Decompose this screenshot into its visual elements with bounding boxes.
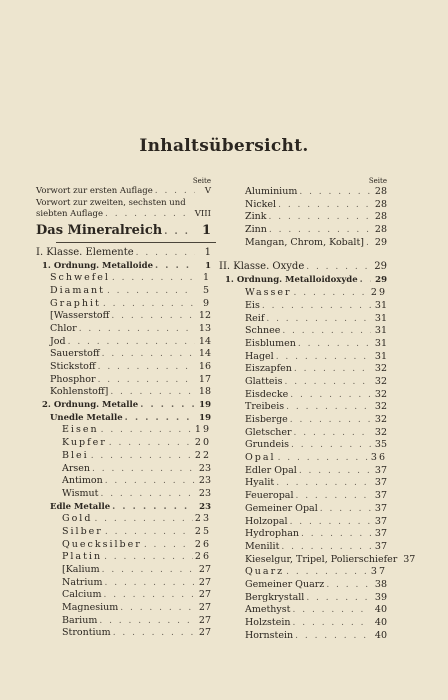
toc-entry-title: Chlor bbox=[50, 322, 77, 334]
toc-entry bbox=[219, 325, 387, 338]
toc-entry bbox=[36, 627, 211, 640]
toc-entry bbox=[219, 566, 387, 579]
toc-entry-page: 27 bbox=[198, 602, 211, 614]
leader-dots bbox=[301, 528, 371, 541]
leader-dots bbox=[360, 274, 371, 287]
toc-entry-page: 29 bbox=[375, 275, 387, 286]
leader-dots bbox=[269, 211, 371, 224]
toc-entry-page: 31 bbox=[374, 312, 387, 324]
toc-entry bbox=[219, 516, 387, 529]
toc-entry-title: Eis bbox=[245, 299, 260, 311]
toc-entry-title: Aluminium bbox=[245, 186, 298, 197]
toc-entry-title: Antimon bbox=[62, 475, 103, 487]
toc-entry-page: VIII bbox=[194, 209, 211, 219]
toc-entry-page: 29 bbox=[374, 261, 387, 273]
toc-entry-page: 31 bbox=[374, 350, 387, 362]
toc-entry-page: 40 bbox=[374, 617, 387, 628]
toc-entry-page: 17 bbox=[198, 373, 211, 385]
leader-dots bbox=[113, 627, 195, 640]
toc-entry-title: Wasser bbox=[245, 287, 292, 299]
leader-dots bbox=[294, 287, 369, 300]
toc-entry-page: 27 bbox=[198, 576, 211, 588]
leader-dots bbox=[295, 630, 371, 643]
leader-dots bbox=[79, 323, 195, 336]
toc-entry bbox=[219, 287, 387, 300]
leader-dots bbox=[320, 503, 371, 516]
leader-dots bbox=[269, 224, 371, 237]
toc-entry-page: 12 bbox=[198, 310, 211, 322]
toc-entry-title: Jod bbox=[50, 335, 66, 347]
leader-dots bbox=[140, 399, 195, 412]
toc-entry bbox=[36, 336, 211, 349]
toc-entry bbox=[219, 186, 387, 199]
leader-dots bbox=[92, 463, 195, 476]
toc-entry-title: Holzopal bbox=[245, 515, 288, 527]
toc-entry-title: Platin bbox=[62, 551, 103, 563]
toc-entry-page: 13 bbox=[198, 322, 211, 334]
toc-right-top-list bbox=[219, 186, 387, 249]
toc-entry bbox=[219, 630, 387, 643]
toc-entry-title: Grundeis bbox=[245, 439, 289, 451]
leader-dots bbox=[164, 222, 195, 242]
leader-dots bbox=[276, 477, 371, 490]
toc-entry-page: 28 bbox=[374, 224, 387, 236]
toc-entry bbox=[219, 503, 387, 516]
leader-dots bbox=[109, 437, 193, 450]
toc-entry-page: 37 bbox=[374, 464, 387, 476]
toc-entry-page: 22 bbox=[194, 449, 211, 461]
toc-entry-page: 1 bbox=[202, 272, 211, 284]
leader-dots bbox=[326, 579, 371, 592]
toc-entry bbox=[36, 615, 211, 628]
leader-dots bbox=[266, 313, 371, 326]
toc-entry bbox=[36, 539, 211, 552]
toc-entry-title: Eisberge bbox=[245, 414, 288, 425]
toc-entry-title: Quecksilber bbox=[62, 538, 142, 550]
toc-entry-title: Holzstein bbox=[245, 617, 291, 628]
toc-entry-page: 14 bbox=[198, 335, 211, 347]
toc-entry-title: Natrium bbox=[62, 576, 103, 588]
toc-entry-title: Graphit bbox=[50, 297, 101, 309]
toc-entry-page: 23 bbox=[199, 501, 211, 512]
toc-entry bbox=[36, 488, 211, 501]
toc-entry-page: 31 bbox=[374, 325, 387, 337]
leader-dots bbox=[284, 376, 371, 389]
leader-dots bbox=[102, 564, 195, 577]
leader-dots bbox=[105, 209, 193, 221]
toc-entry bbox=[36, 285, 211, 298]
toc-entry bbox=[36, 463, 211, 476]
toc-entry-title: Kupfer bbox=[62, 437, 107, 449]
toc-entry bbox=[219, 490, 387, 503]
toc-entry-title: Unedle Metalle bbox=[50, 412, 123, 423]
toc-entry-title: Vorwort zur ersten Auflage bbox=[36, 186, 153, 196]
leader-dots bbox=[102, 348, 195, 361]
leader-dots bbox=[98, 361, 195, 374]
toc-entry-page: 27 bbox=[198, 614, 211, 626]
toc-entry-title: siebten Auflage bbox=[36, 209, 103, 219]
toc-entry-title: Vorwort zur zweiten, sechsten und bbox=[36, 197, 186, 208]
toc-entry-title: Barium bbox=[62, 614, 98, 626]
toc-entry bbox=[219, 604, 387, 617]
toc-left-column bbox=[36, 176, 211, 640]
toc-entry-title: Sauerstoff bbox=[50, 348, 100, 360]
toc-entry bbox=[36, 260, 211, 273]
toc-right-column bbox=[219, 176, 416, 642]
toc-entry bbox=[219, 237, 387, 250]
toc-entry-page: 28 bbox=[374, 198, 387, 210]
toc-entry-title: Zinn bbox=[245, 224, 267, 236]
toc-entry-title: Kohlenstoff] bbox=[50, 386, 109, 398]
toc-entry bbox=[36, 323, 211, 336]
toc-entry-page: 26 bbox=[194, 551, 211, 563]
toc-entry-title: Mangan, Chrom, Kobalt] bbox=[245, 236, 364, 248]
toc-entry-title: Glatteis bbox=[245, 375, 283, 387]
toc-entry bbox=[219, 351, 387, 364]
leader-dots bbox=[286, 566, 369, 579]
toc-entry-page: 37 bbox=[403, 553, 416, 565]
toc-entry bbox=[219, 313, 387, 326]
toc-entry-page: 31 bbox=[374, 299, 387, 311]
leader-dots bbox=[111, 310, 195, 323]
leader-dots bbox=[282, 325, 371, 338]
toc-entry-page: 39 bbox=[374, 591, 387, 603]
toc-entry-title: Gold bbox=[62, 513, 93, 525]
leader-dots bbox=[278, 452, 369, 465]
toc-entry bbox=[219, 274, 387, 287]
toc-entry-title: Blei bbox=[62, 449, 89, 461]
toc-entry bbox=[36, 361, 211, 374]
toc-entry-title: Quarz bbox=[245, 566, 285, 578]
toc-entry-title: Bergkrystall bbox=[245, 591, 305, 603]
toc-entry-title: II. Klasse. Oxyde bbox=[219, 261, 305, 273]
toc-entry-page: 26 bbox=[194, 538, 211, 550]
leader-dots bbox=[155, 260, 195, 273]
toc-entry-title: Hydrophan bbox=[245, 528, 299, 540]
leader-dots bbox=[99, 615, 195, 628]
leader-dots bbox=[98, 374, 195, 387]
spacer bbox=[219, 249, 387, 259]
toc-entry-page: 9 bbox=[202, 297, 211, 309]
leader-dots bbox=[290, 414, 371, 427]
toc-entry-page: 37 bbox=[374, 502, 387, 514]
leader-dots bbox=[299, 186, 371, 199]
toc-entry-title: Opal bbox=[245, 452, 276, 464]
toc-entry bbox=[219, 528, 387, 541]
seite-label: Seite bbox=[368, 177, 387, 185]
toc-entry-page: 16 bbox=[198, 361, 211, 372]
toc-entry-page: 5 bbox=[202, 284, 211, 296]
toc-entry bbox=[36, 602, 211, 615]
toc-entry bbox=[219, 553, 416, 567]
toc-entry-title: Das Mineralreich bbox=[36, 222, 163, 238]
leader-dots bbox=[293, 604, 372, 617]
leader-dots bbox=[105, 475, 195, 488]
toc-entry-title: Eisblumen bbox=[245, 337, 296, 349]
leader-dots bbox=[120, 602, 195, 615]
toc-entry-page: 32 bbox=[374, 388, 387, 400]
toc-entry bbox=[36, 374, 211, 387]
leader-dots bbox=[110, 386, 195, 399]
toc-entry-page: 27 bbox=[198, 589, 211, 601]
toc-entry-title: Gemeiner Opal bbox=[245, 502, 318, 514]
leader-dots bbox=[286, 401, 371, 414]
toc-entry-title: Zink bbox=[245, 211, 267, 223]
toc-entry bbox=[36, 386, 211, 399]
toc-entry-title: Eisdecke bbox=[245, 388, 289, 400]
toc-entry bbox=[36, 272, 211, 285]
toc-entry bbox=[36, 577, 211, 590]
toc-entry-title: Phosphor bbox=[50, 373, 96, 385]
toc-entry bbox=[219, 389, 387, 402]
toc-entry-title: Magnesium bbox=[62, 602, 119, 614]
toc-entry bbox=[219, 363, 387, 376]
toc-entry-title: Edle Metalle bbox=[50, 501, 111, 512]
toc-entry-page: 32 bbox=[374, 401, 387, 413]
toc-entry bbox=[219, 579, 387, 592]
toc-entry-page: 1 bbox=[204, 246, 211, 258]
toc-entry-title: Nickel bbox=[245, 198, 277, 210]
toc-entry-page: 31 bbox=[374, 337, 387, 349]
leader-dots bbox=[125, 412, 195, 425]
leader-dots bbox=[112, 501, 195, 514]
leader-dots bbox=[276, 351, 371, 364]
leader-dots bbox=[105, 526, 193, 539]
toc-entry bbox=[219, 414, 387, 427]
leader-dots bbox=[290, 516, 371, 529]
toc-entry-page: 23 bbox=[198, 462, 211, 474]
leader-dots bbox=[290, 389, 371, 402]
leader-dots bbox=[112, 272, 195, 285]
toc-entry-title: Wismut bbox=[62, 487, 99, 499]
toc-entry-page: 37 bbox=[374, 477, 387, 489]
toc-entry-page: 29 bbox=[370, 287, 387, 299]
toc-entry-title: Menilit bbox=[245, 540, 280, 552]
leader-dots bbox=[291, 439, 371, 452]
leader-dots bbox=[101, 424, 193, 437]
toc-entry-title: 1. Ordnung. Metalloidoxyde bbox=[225, 275, 358, 286]
toc-entry-page: 35 bbox=[374, 439, 387, 451]
toc-entry bbox=[219, 199, 387, 212]
toc-entry bbox=[36, 310, 211, 323]
toc-entry bbox=[36, 501, 211, 514]
toc-entry-page: 37 bbox=[374, 490, 387, 502]
toc-entry bbox=[219, 465, 387, 478]
toc-entry bbox=[36, 513, 211, 526]
leader-dots bbox=[299, 465, 371, 478]
leader-dots bbox=[144, 539, 193, 552]
toc-entry bbox=[219, 401, 387, 414]
leader-dots bbox=[136, 246, 195, 261]
toc-entry bbox=[219, 541, 387, 554]
toc-entry-page: 36 bbox=[370, 452, 387, 464]
toc-entry-page: 27 bbox=[198, 627, 211, 639]
toc-entry-page: 23 bbox=[194, 513, 211, 525]
toc-entry bbox=[219, 300, 387, 313]
toc-entry-title: [Wasserstoff bbox=[50, 310, 110, 322]
toc-entry-page: 32 bbox=[374, 363, 387, 375]
toc-entry bbox=[36, 209, 211, 221]
leader-dots bbox=[278, 199, 371, 212]
toc-entry-page: 1 bbox=[205, 260, 211, 271]
toc-entry-title: I. Klasse. Elemente bbox=[36, 246, 134, 258]
leader-dots bbox=[107, 285, 195, 298]
toc-entry bbox=[219, 376, 387, 389]
toc-entry bbox=[36, 221, 211, 241]
toc-entry bbox=[36, 198, 211, 210]
leader-dots bbox=[91, 450, 193, 463]
leader-dots bbox=[103, 298, 195, 311]
toc-entry-page: 19 bbox=[199, 400, 211, 411]
toc-entry-title: 1. Ordnung. Metalloide bbox=[42, 260, 154, 271]
toc-entry-page: 40 bbox=[374, 604, 387, 616]
toc-entry-page: 32 bbox=[374, 375, 387, 387]
leader-dots bbox=[103, 589, 195, 602]
toc-entry-title: Schwefel bbox=[50, 272, 110, 284]
leader-dots bbox=[306, 260, 371, 275]
toc-entry-title: Calcium bbox=[62, 589, 102, 601]
leader-dots bbox=[100, 488, 195, 501]
toc-entry-title: Arsen bbox=[62, 462, 91, 474]
toc-entry-page: 28 bbox=[374, 211, 387, 223]
toc-entry-page: 40 bbox=[374, 629, 387, 641]
toc-entry bbox=[36, 186, 211, 198]
toc-entry bbox=[219, 617, 387, 630]
toc-entry-page: 37 bbox=[374, 515, 387, 527]
toc-entry-title: Treibeis bbox=[245, 401, 285, 413]
toc-entry-title: 2. Ordnung. Metalle bbox=[42, 400, 139, 411]
toc-entry-title: Reif bbox=[245, 312, 265, 324]
toc-left-list bbox=[36, 186, 211, 640]
toc-entry-page: 1 bbox=[201, 222, 211, 238]
toc-entry-title: Diamant bbox=[50, 284, 105, 296]
toc-entry bbox=[36, 475, 211, 488]
seite-label: Seite bbox=[192, 177, 211, 185]
toc-entry-page: 19 bbox=[194, 424, 211, 436]
toc-entry-title: Stickstoff bbox=[50, 361, 96, 372]
toc-entry-page: 37 bbox=[374, 528, 387, 540]
leader-dots bbox=[281, 541, 371, 554]
toc-entry-page: 19 bbox=[199, 412, 211, 423]
toc-entry-title: Gletscher bbox=[245, 426, 292, 438]
toc-right-bottom-list bbox=[219, 259, 416, 642]
toc-entry-title: Schnee bbox=[245, 325, 281, 337]
toc-entry-title: Silber bbox=[62, 525, 103, 537]
toc-entry bbox=[36, 437, 211, 450]
toc-entry bbox=[36, 399, 211, 412]
toc-entry-page: 25 bbox=[194, 525, 211, 537]
toc-entry bbox=[219, 224, 387, 237]
toc-entry bbox=[219, 592, 387, 605]
leader-dots bbox=[155, 186, 195, 198]
toc-entry-page: 32 bbox=[374, 426, 387, 438]
toc-entry bbox=[36, 245, 211, 260]
toc-entry bbox=[36, 589, 211, 602]
toc-entry bbox=[36, 564, 211, 577]
leader-dots bbox=[293, 617, 371, 630]
toc-entry bbox=[36, 551, 211, 564]
toc-entry-page: 29 bbox=[374, 236, 387, 248]
leader-dots bbox=[94, 513, 192, 526]
toc-entry-title: Amethyst bbox=[245, 604, 291, 616]
toc-entry-title: Hyalit bbox=[245, 477, 275, 489]
toc-entry-page: 23 bbox=[198, 487, 211, 499]
toc-entry-page: 37 bbox=[374, 540, 387, 552]
leader-dots bbox=[294, 363, 371, 376]
leader-dots bbox=[68, 336, 195, 349]
leader-dots bbox=[298, 338, 371, 351]
toc-entry-page: 23 bbox=[198, 475, 211, 487]
toc-entry-page: 20 bbox=[194, 437, 211, 449]
leader-dots bbox=[306, 592, 371, 605]
toc-entry-page: 32 bbox=[374, 414, 387, 425]
toc-entry bbox=[219, 427, 387, 440]
toc-entry bbox=[36, 450, 211, 463]
toc-entry-page: 18 bbox=[198, 386, 211, 398]
toc-entry-title: Hornstein bbox=[245, 629, 294, 641]
page-title: Inhaltsübersicht. bbox=[139, 136, 309, 156]
toc-entry-page: 28 bbox=[374, 186, 387, 197]
toc-entry-page: V bbox=[204, 186, 211, 196]
toc-entry-title: Kieselgur, Tripel, Polierschiefer bbox=[245, 553, 398, 565]
toc-entry-title: [Kalium bbox=[62, 564, 100, 575]
toc-entry-title: Strontium bbox=[62, 627, 111, 639]
toc-entry-page: 38 bbox=[374, 578, 387, 590]
toc-entry-title: Gemeiner Quarz bbox=[245, 578, 325, 590]
toc-entry bbox=[36, 424, 211, 437]
toc-entry-page: 27 bbox=[198, 564, 211, 575]
toc-entry bbox=[36, 348, 211, 361]
toc-entry bbox=[219, 211, 387, 224]
toc-entry-title: Edler Opal bbox=[245, 464, 297, 476]
toc-entry bbox=[36, 526, 211, 539]
toc-entry-title: Eiszapfen bbox=[245, 363, 292, 375]
toc-entry bbox=[219, 338, 387, 351]
toc-entry bbox=[219, 477, 387, 490]
leader-dots bbox=[104, 551, 193, 564]
leader-dots bbox=[294, 427, 371, 440]
toc-entry-page: 14 bbox=[198, 348, 211, 360]
leader-dots bbox=[262, 300, 371, 313]
leader-dots bbox=[366, 237, 371, 250]
toc-entry bbox=[219, 439, 387, 452]
toc-entry bbox=[36, 298, 211, 311]
toc-entry-title: Hagel bbox=[245, 350, 274, 362]
toc-entry bbox=[219, 259, 387, 274]
heading-rule bbox=[56, 242, 216, 243]
toc-entry-title: Feueropal bbox=[245, 490, 294, 502]
toc-entry-title: Eisen bbox=[62, 424, 99, 436]
leader-dots bbox=[295, 490, 371, 503]
toc-entry bbox=[219, 452, 387, 465]
toc-entry bbox=[36, 412, 211, 425]
toc-entry-page: 37 bbox=[370, 566, 387, 578]
leader-dots bbox=[105, 577, 195, 590]
